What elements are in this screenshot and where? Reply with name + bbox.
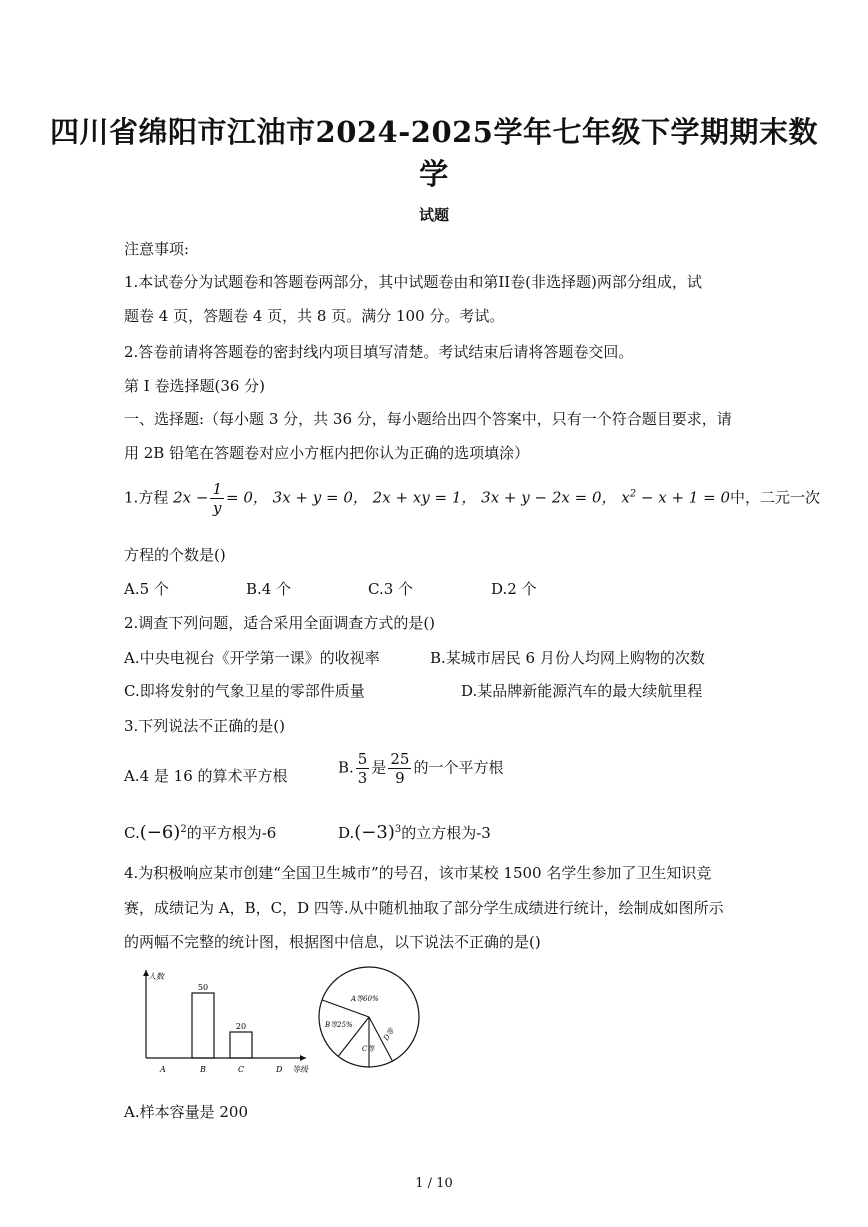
bar-category-label: A xyxy=(160,1065,166,1074)
bar-C xyxy=(230,1032,252,1058)
q3-option-c-text: 的平方根为-6 xyxy=(186,824,277,842)
q2-option-a: A.中央电视台《开学第一课》的收视率 xyxy=(124,649,380,667)
q3-option-d xyxy=(338,822,491,843)
q3-option-b xyxy=(338,750,503,787)
q1-eq5-exponent: 2 xyxy=(629,488,637,500)
q1-eq3: 2x + xy = 1， xyxy=(372,488,477,507)
note-1-line1: 1.本试卷分为试题卷和答题卷两部分，其中试题卷由和第II卷(非选择题)两部分组成，试 xyxy=(124,273,702,291)
q2-option-d: D.某品牌新能源汽车的最大续航里程 xyxy=(461,682,703,700)
question-4-line1: 4.为积极响应某市创建“全国卫生城市”的号召，该市某校 1500 名学生参加了卫生知识竞 xyxy=(124,864,712,882)
q3-option-c-exponent: 2 xyxy=(180,824,187,835)
q1-prefix: 1.方程 xyxy=(124,488,169,507)
q3-option-d-label: D. xyxy=(338,824,355,842)
q3-b-frac2-den: 9 xyxy=(395,769,405,787)
q1-eq1-left: 2x − xyxy=(173,488,209,507)
q3-b-frac2-num: 25 xyxy=(390,750,410,768)
q3-b-frac1-num: 5 xyxy=(357,750,368,768)
paper-title-line2: 学 xyxy=(419,157,449,191)
statistics-figure xyxy=(128,962,428,1077)
pie-slice-label-C: C等 xyxy=(362,1045,375,1053)
pie-slice-label-D: D等 xyxy=(382,1027,396,1043)
q1-fraction-denominator: y xyxy=(212,499,222,517)
q1-option-d: D.2 个 xyxy=(491,580,537,598)
q3-option-d-base: (−3) xyxy=(354,822,395,843)
q3-option-a: A.4 是 16 的算术平方根 xyxy=(124,767,288,785)
q1-fraction-numerator: 1 xyxy=(212,480,222,498)
notes-heading: 注意事项: xyxy=(124,240,190,258)
bar-data-label: 20 xyxy=(235,1022,247,1031)
q2-option-c: C.即将发射的气象卫星的零部件质量 xyxy=(124,682,365,700)
question-1-stem xyxy=(124,480,820,517)
section-1-heading: 第 I 卷选择题(36 分) xyxy=(124,377,266,395)
question-1-stem-line2: 方程的个数是() xyxy=(124,546,226,564)
q3-option-c-base: (−6) xyxy=(139,822,181,843)
q1-eq1-right: = 0， xyxy=(225,488,268,507)
question-2-stem: 2.调查下列问题，适合采用全面调查方式的是() xyxy=(124,614,436,632)
bar-category-label: D xyxy=(276,1065,283,1074)
q3-option-b-fraction1 xyxy=(356,750,370,787)
q3-option-c-label: C. xyxy=(124,824,140,842)
q1-eq5-base: x xyxy=(621,488,630,507)
note-2: 2.答卷前请将答题卷的密封线内项目填写清楚。考试结束后请将答题卷交回。 xyxy=(124,343,634,361)
q3-option-c xyxy=(124,822,276,843)
q3-option-d-exponent: 3 xyxy=(394,824,402,835)
q3-option-b-text: 的一个平方根 xyxy=(413,758,504,777)
q1-eq5-rest: − x + 1 = 0 xyxy=(636,488,730,507)
bar-y-label: 人数 xyxy=(148,972,164,981)
q3-option-d-text: 的立方根为-3 xyxy=(401,824,491,842)
note-1-line2: 题卷 4 页，答题卷 4 页，共 8 页。满分 100 分。考试。 xyxy=(124,307,505,325)
question-4-line3: 的两幅不完整的统计图，根据图中信息，以下说法不正确的是() xyxy=(124,933,541,951)
bar-B xyxy=(192,993,214,1058)
q2-option-b: B.某城市居民 6 月份人均网上购物的次数 xyxy=(430,649,705,667)
q3-b-frac1-den: 3 xyxy=(357,769,368,787)
page-number: 1 / 10 xyxy=(415,1176,453,1191)
question-4-line2: 赛，成绩记为 A，B，C，D 四等.从中随机抽取了部分学生成绩进行统计，绘制成如图所示 xyxy=(124,899,724,917)
q3-option-b-mid: 是 xyxy=(371,758,387,777)
bar-category-label: B xyxy=(200,1065,206,1074)
q1-option-c: C.3 个 xyxy=(368,580,414,598)
question-3-stem: 3.下列说法不正确的是() xyxy=(124,717,286,735)
bar-x-label: 等级 xyxy=(292,1065,308,1074)
pie-slice-label-B: B等25% xyxy=(325,1021,353,1029)
q1-suffix: 中，二元一次 xyxy=(730,488,821,507)
part-1-instructions-line2: 用 2B 铅笔在答题卷对应小方框内把你认为正确的选项填涂） xyxy=(124,444,530,462)
q3-option-b-label: B. xyxy=(338,758,354,777)
bar-data-label: 50 xyxy=(197,983,209,992)
q1-option-b: B.4 个 xyxy=(246,580,292,598)
bar-x-arrow xyxy=(300,1055,306,1061)
q1-option-a: A.5 个 xyxy=(124,580,169,598)
paper-title-line1: 四川省绵阳市江油市2024-2025学年七年级下学期期末数 xyxy=(50,115,818,149)
q1-eq2: 3x + y = 0， xyxy=(272,488,368,507)
pie-slice-label-A: A等60% xyxy=(351,995,379,1003)
paper-subtitle: 试题 xyxy=(418,206,449,224)
q1-fraction xyxy=(210,480,224,517)
part-1-instructions-line1: 一、选择题:（每小题 3 分，共 36 分，每小题给出四个答案中，只有一个符合题目要求，请 xyxy=(124,410,732,428)
bar-category-label: C xyxy=(238,1065,245,1074)
q4-option-a: A.样本容量是 200 xyxy=(124,1103,248,1121)
q3-option-b-fraction2 xyxy=(388,750,411,787)
q1-eq4: 3x + y − 2x = 0， xyxy=(481,488,617,507)
